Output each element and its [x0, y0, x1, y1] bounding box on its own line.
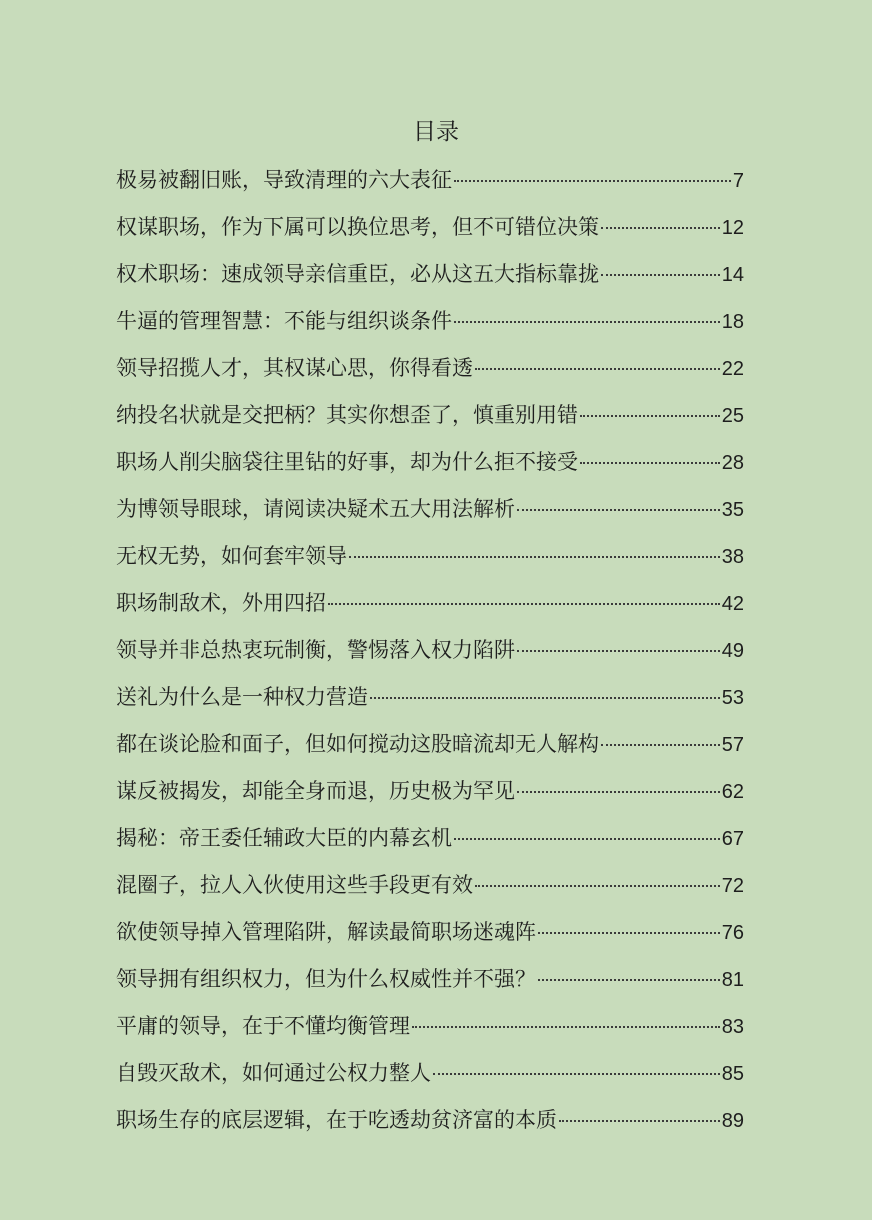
toc-entry-page-number: 25	[721, 405, 744, 427]
toc-entry[interactable]	[116, 489, 744, 536]
dot-leader	[580, 462, 720, 464]
toc-entry-title: 职场制敌术，外用四招	[116, 591, 326, 615]
dot-leader	[454, 838, 720, 840]
toc-entry-title: 权谋职场，作为下属可以换位思考，但不可错位决策	[116, 215, 599, 239]
toc-entry[interactable]	[116, 818, 744, 865]
toc-entry[interactable]	[116, 771, 744, 818]
dot-leader	[349, 556, 720, 558]
dot-leader	[454, 180, 731, 182]
toc-entry-page-number: 85	[721, 1063, 744, 1085]
dot-leader	[454, 321, 720, 323]
toc-entry[interactable]	[116, 301, 744, 348]
toc-entry-title: 欲使领导掉入管理陷阱，解读最简职场迷魂阵	[116, 920, 536, 944]
toc-entry[interactable]	[116, 160, 744, 207]
toc-entry-page-number: 38	[721, 546, 744, 568]
toc-entry-page-number: 83	[721, 1016, 744, 1038]
dot-leader	[328, 603, 720, 605]
toc-entry-page-number: 76	[721, 922, 744, 944]
toc-entry-title: 送礼为什么是一种权力营造	[116, 685, 368, 709]
dot-leader	[601, 274, 720, 276]
toc-title: 目录	[413, 119, 459, 145]
toc-entry-page-number: 53	[721, 687, 744, 709]
toc-entry-page-number: 28	[721, 452, 744, 474]
toc-entry-title: 纳投名状就是交把柄？其实你想歪了，慎重别用错	[116, 403, 578, 427]
dot-leader	[517, 509, 720, 511]
toc-entry-title: 混圈子，拉人入伙使用这些手段更有效	[116, 873, 473, 897]
dot-leader	[601, 744, 720, 746]
toc-entry-page-number: 12	[721, 217, 744, 239]
toc-entry[interactable]	[116, 912, 744, 959]
toc-entry[interactable]	[116, 442, 744, 489]
toc-entry[interactable]	[116, 1100, 744, 1147]
toc-entry-title: 职场人削尖脑袋往里钻的好事，却为什么拒不接受	[116, 450, 578, 474]
toc-entry[interactable]	[116, 630, 744, 677]
toc-entry-page-number: 72	[721, 875, 744, 897]
toc-entry-title: 揭秘：帝王委任辅政大臣的内幕玄机	[116, 826, 452, 850]
dot-leader	[433, 1073, 720, 1075]
dot-leader	[517, 791, 720, 793]
toc-entry[interactable]	[116, 536, 744, 583]
dot-leader	[559, 1120, 720, 1122]
dot-leader	[538, 979, 720, 981]
toc-entry-title: 谋反被揭发，却能全身而退，历史极为罕见	[116, 779, 515, 803]
dot-leader	[517, 650, 720, 652]
toc-entry-title: 无权无势，如何套牢领导	[116, 544, 347, 568]
dot-leader	[601, 227, 720, 229]
toc-entry-page-number: 42	[721, 593, 744, 615]
toc-entry[interactable]	[116, 959, 744, 1006]
toc-entry-title: 领导拥有组织权力，但为什么权威性并不强？	[116, 967, 536, 991]
dot-leader	[412, 1026, 720, 1028]
dot-leader	[370, 697, 720, 699]
toc-entry-page-number: 7	[732, 170, 744, 192]
toc-entry-page-number: 57	[721, 734, 744, 756]
toc-entry[interactable]	[116, 395, 744, 442]
toc-entry[interactable]	[116, 1006, 744, 1053]
toc-entry-page-number: 35	[721, 499, 744, 521]
toc-entry-page-number: 89	[721, 1110, 744, 1132]
toc-list	[116, 160, 744, 1147]
toc-entry-title: 牛逼的管理智慧：不能与组织谈条件	[116, 309, 452, 333]
dot-leader	[538, 932, 720, 934]
dot-leader	[475, 368, 720, 370]
toc-entry-page-number: 18	[721, 311, 744, 333]
toc-entry-page-number: 81	[721, 969, 744, 991]
toc-entry-title: 领导并非总热衷玩制衡，警惕落入权力陷阱	[116, 638, 515, 662]
toc-entry-page-number: 22	[721, 358, 744, 380]
toc-entry[interactable]	[116, 677, 744, 724]
dot-leader	[580, 415, 720, 417]
toc-entry-title: 极易被翻旧账，导致清理的六大表征	[116, 168, 452, 192]
toc-entry[interactable]	[116, 1053, 744, 1100]
toc-entry[interactable]	[116, 865, 744, 912]
toc-entry-title: 平庸的领导，在于不懂均衡管理	[116, 1014, 410, 1038]
toc-entry-page-number: 62	[721, 781, 744, 803]
toc-entry[interactable]	[116, 348, 744, 395]
toc-entry[interactable]	[116, 724, 744, 771]
dot-leader	[475, 885, 720, 887]
toc-entry-title: 为博领导眼球，请阅读决疑术五大用法解析	[116, 497, 515, 521]
toc-entry-title: 都在谈论脸和面子，但如何搅动这股暗流却无人解构	[116, 732, 599, 756]
toc-entry[interactable]	[116, 207, 744, 254]
toc-entry-title: 权术职场：速成领导亲信重臣，必从这五大指标靠拢	[116, 262, 599, 286]
toc-entry-title: 职场生存的底层逻辑，在于吃透劫贫济富的本质	[116, 1108, 557, 1132]
toc-entry[interactable]	[116, 583, 744, 630]
toc-entry-title: 自毁灭敌术，如何通过公权力整人	[116, 1061, 431, 1085]
toc-entry[interactable]	[116, 254, 744, 301]
toc-entry-page-number: 14	[721, 264, 744, 286]
toc-entry-title: 领导招揽人才，其权谋心思，你得看透	[116, 356, 473, 380]
toc-entry-page-number: 49	[721, 640, 744, 662]
toc-entry-page-number: 67	[721, 828, 744, 850]
